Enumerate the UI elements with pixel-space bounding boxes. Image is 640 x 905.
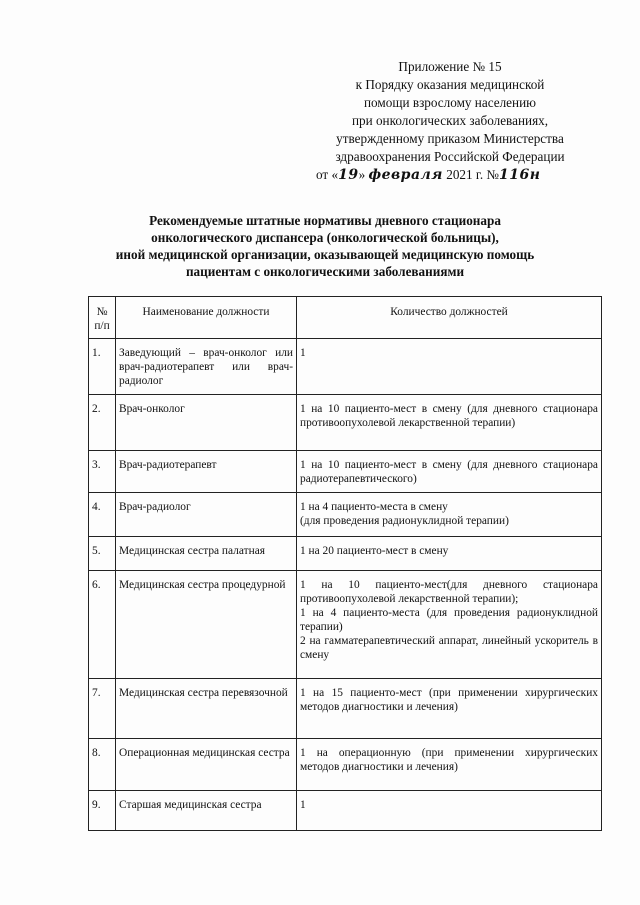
row-position: Медицинская сестра палатная [116,537,297,571]
row-quantity [297,791,602,831]
quantity-line: 1 на 10 пациенто-мест в смену (для дневного стационара противоопухолевой лекарственной терапии) [300,403,598,429]
table-row [89,571,602,679]
order-date-line [300,166,600,184]
document-title [80,212,570,280]
table-row [89,537,602,571]
row-position: Медицинская сестра перевязочной [116,679,297,739]
appendix-line: Приложение № 15 [398,59,502,74]
table-row [89,395,602,451]
table-row [89,339,602,395]
quantity-line: 1 [300,347,306,359]
title-line: пациентам с онкологическими заболеваниями [185,264,465,279]
table-row [89,679,602,739]
quantity-line: 1 на 10 пациенто-мест в смену (для дневного стационара радиотерапевтического) [300,459,598,485]
row-position: Врач-радиолог [116,493,297,537]
row-num: 8. [89,739,116,791]
staffing-table [88,296,602,831]
row-position: Операционная медицинская сестра [116,739,297,791]
header-quantity: Количество должностей [297,297,602,339]
row-num: 6. [89,571,116,679]
date-year: 2021 г. № [442,167,500,182]
date-prefix: от « [316,167,339,182]
row-position: Врач-радиотерапевт [116,451,297,493]
quantity-line: (для проведения радионуклидной терапии) [300,515,509,527]
row-position: Заведующий – врач-онколог или врач-радиотерапевт или врач-радиолог [116,339,297,395]
row-num: 2. [89,395,116,451]
quantity-line: 1 на 15 пациенто-мест (при применении хирургических методов диагностики и лечения) [300,687,598,713]
quantity-line: 1 на 10 пациенто-мест(для дневного стационара противоопухолевой лекарственной терапии); [300,579,598,605]
row-quantity [297,395,602,451]
row-quantity [297,451,602,493]
appendix-line: здравоохранения Российской Федерации [335,149,565,164]
row-quantity [297,739,602,791]
row-num: 9. [89,791,116,831]
date-mid: » [358,167,369,182]
header-position: Наименование должности [116,297,297,339]
quantity-line: 1 на 4 пациенто-места в смену [300,501,448,513]
quantity-line: 1 на 20 пациенто-мест в смену [300,545,449,557]
row-quantity [297,493,602,537]
row-quantity [297,679,602,739]
row-num: 3. [89,451,116,493]
title-line: Рекомендуемые штатные нормативы дневного стационара [149,213,501,228]
quantity-line: 1 на 4 пациенто-места (для проведения радионуклидной терапии) [300,607,598,633]
table-row [89,791,602,831]
row-quantity [297,339,602,395]
row-num: 7. [89,679,116,739]
table-row [89,451,602,493]
row-quantity [297,571,602,679]
quantity-line: 2 на гамматерапевтический аппарат, линейный ускоритель в смену [300,635,598,661]
title-line: иной медицинской организации, оказывающей медицинскую помощь [115,247,535,262]
row-position: Врач-онколог [116,395,297,451]
appendix-line: утвержденному приказом Министерства [336,131,564,146]
handwritten-order-number: 116н [499,167,541,183]
row-quantity [297,537,602,571]
row-num: 1. [89,339,116,395]
header-num: № п/п [89,297,116,339]
row-num: 5. [89,537,116,571]
quantity-line: 1 на операционную (при применении хирургических методов диагностики и лечения) [300,747,598,773]
quantity-line: 1 [300,799,306,811]
row-position: Медицинская сестра процедурной [116,571,297,679]
appendix-line: при онкологических заболеваниях, [351,113,549,128]
row-position: Старшая медицинская сестра [116,791,297,831]
table-row [89,739,602,791]
handwritten-day: 19 [338,167,359,183]
table-header-row [89,297,602,339]
table-row [89,493,602,537]
appendix-line: к Порядку оказания медицинской [355,77,545,92]
row-num: 4. [89,493,116,537]
title-line: онкологического диспансера (онкологической больницы), [151,230,499,245]
appendix-line: помощи взрослому населению [364,95,536,110]
appendix-header [300,58,600,184]
handwritten-month: февраля [368,167,443,183]
